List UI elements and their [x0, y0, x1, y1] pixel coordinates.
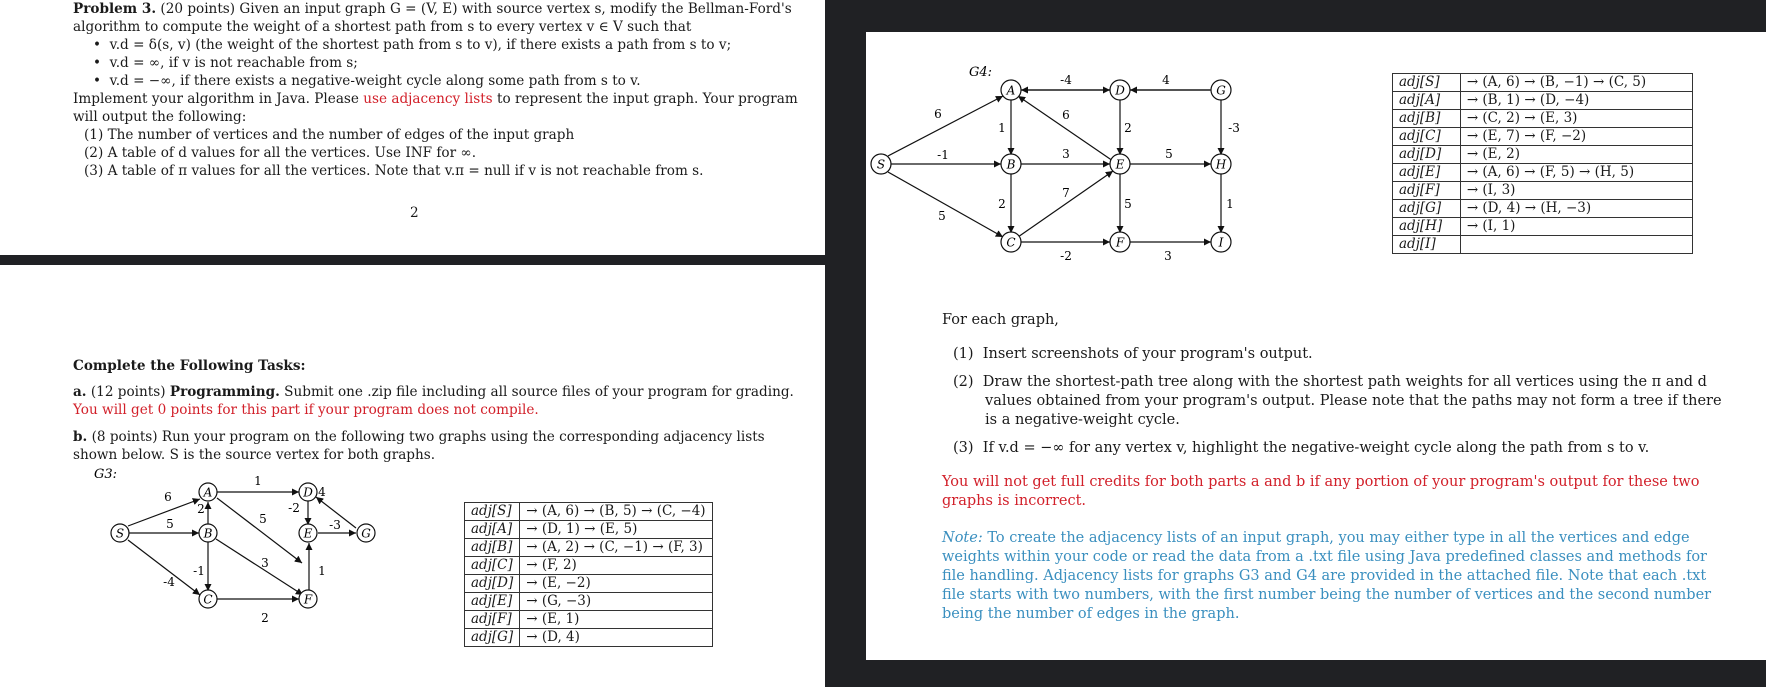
adj-value: → (F, 2) [520, 557, 712, 575]
table-row [1393, 110, 1693, 128]
edge-weight: 5 [938, 209, 946, 223]
edge-weight: 3 [1164, 249, 1172, 263]
table-row [465, 611, 713, 629]
adj-value: → (I, 1) [1460, 218, 1692, 236]
edge-weight: 6 [1062, 108, 1070, 122]
node-label: G [1216, 83, 1226, 98]
table-row [465, 575, 713, 593]
instruction-item [953, 439, 1649, 457]
adj-key: adj[G] [1393, 200, 1461, 218]
table-row [1393, 200, 1693, 218]
credit-warning: graphs is incorrect. [942, 493, 1087, 509]
node-label: B [1006, 157, 1016, 172]
edge-weight: 5 [259, 512, 267, 526]
instruction-text: Draw the shortest-path tree along with the shortest path weights for all vertices using the π and d [982, 374, 1707, 390]
adj-key: adj[A] [465, 521, 520, 539]
node-label: S [115, 526, 125, 541]
bullet-item: • v.d = −∞, if there exists a negative-weight cycle along some path from s to v. [93, 73, 641, 89]
task-b-text: (8 points) Run your program on the following two graphs using the corresponding adjacency lists [91, 429, 765, 445]
adj-key: adj[D] [1393, 146, 1461, 164]
edge-weight: -2 [1060, 249, 1072, 263]
edge-weight: 5 [1165, 147, 1173, 161]
adj-key: adj[E] [1393, 164, 1461, 182]
adj-key: adj[A] [1393, 92, 1461, 110]
bullet-text: v.d = −∞, if there exists a negative-weight cycle along some path from s to v. [109, 73, 641, 89]
table-row [1393, 92, 1693, 110]
page-number: 2 [410, 205, 419, 221]
graph-edge [1018, 171, 1113, 237]
instruction-text: is a negative-weight cycle. [985, 412, 1180, 428]
note-text: file starts with two numbers, with the first number being the number of vertices and the second number [942, 587, 1712, 603]
node-label: B [203, 526, 213, 541]
instructions-intro: For each graph, [942, 312, 1059, 328]
table-row [1393, 182, 1693, 200]
edge-weight: 4 [1162, 73, 1170, 87]
note-text: weights within your code or read the data from a .txt file using Java predefined classes and methods for [942, 549, 1707, 565]
table-row [1393, 164, 1693, 182]
adj-key: adj[H] [1393, 218, 1461, 236]
instruction-item [953, 373, 1707, 391]
g3-adjacency-table [464, 502, 713, 647]
adj-value: → (A, 6) → (B, −1) → (C, 5) [1460, 74, 1692, 92]
edge-weight: 2 [1124, 121, 1132, 135]
edge-weight: -3 [1228, 121, 1240, 135]
table-row [1393, 74, 1693, 92]
edge-weight: 6 [934, 107, 942, 121]
edge-weight: 2 [261, 611, 269, 625]
adj-key: adj[B] [1393, 110, 1461, 128]
adj-key: adj[G] [465, 629, 520, 647]
node-label: G [361, 526, 371, 541]
table-row [465, 521, 713, 539]
table-row [1393, 236, 1693, 254]
node-label: E [1115, 157, 1125, 172]
document-page-3 [866, 32, 1766, 660]
task-b-line-2: shown below. S is the source vertex for both graphs. [73, 447, 436, 463]
node-label: A [203, 485, 213, 500]
table-row [465, 629, 713, 647]
instruction-number: (1) [953, 346, 974, 362]
edge-weight: -3 [329, 518, 341, 532]
note-label: Note: [942, 530, 983, 546]
edge-weight: -4 [163, 575, 175, 589]
node-label: D [1115, 83, 1125, 98]
problem-intro-line-1 [73, 0, 792, 18]
table-row [1393, 146, 1693, 164]
edge-weight: 1 [998, 121, 1006, 135]
node-label: A [1006, 83, 1016, 98]
credit-warning: You will not get full credits for both parts a and b if any portion of your program's output for these two [942, 474, 1700, 490]
adj-value: → (A, 6) → (F, 5) → (H, 5) [1460, 164, 1692, 182]
note-line [942, 529, 1690, 547]
edge-weight: 2 [998, 197, 1006, 211]
instruction-number: (3) [953, 440, 974, 456]
adj-value: → (C, 2) → (E, 3) [1460, 110, 1692, 128]
adj-value: → (D, 1) → (E, 5) [520, 521, 712, 539]
adj-key: adj[B] [465, 539, 520, 557]
instruction-text: If v.d = −∞ for any vertex v, highlight the negative-weight cycle along the path from s to v. [982, 440, 1650, 456]
edge-weight: 1 [254, 474, 262, 488]
problem-title: Problem 3. [73, 1, 157, 17]
edge-weight: -4 [1060, 73, 1072, 87]
document-page-2 [0, 265, 825, 687]
adj-key: adj[S] [465, 503, 520, 521]
impl-text: to represent the input graph. Your program [496, 91, 798, 107]
node-label: S [876, 157, 886, 172]
bullet-item: • v.d = ∞, if v is not reachable from s; [93, 55, 358, 71]
node-label: F [1115, 235, 1125, 250]
edge-weight: 7 [1062, 186, 1070, 200]
instruction-text: Insert screenshots of your program's output. [982, 346, 1313, 362]
edge-weight: 2 [197, 502, 205, 516]
adj-key: adj[C] [465, 557, 520, 575]
adj-key: adj[S] [1393, 74, 1461, 92]
bullet-item: • v.d = δ(s, v) (the weight of the shortest path from s to v), if there exists a path from s to v; [93, 37, 732, 53]
task-a-line [73, 383, 794, 401]
adj-value: → (E, −2) [520, 575, 712, 593]
table-row [465, 593, 713, 611]
adj-value: → (E, 1) [520, 611, 712, 629]
edge-weight: -1 [937, 148, 949, 162]
task-a-text: Submit one .zip file including all source files of your program for grading. [284, 384, 794, 400]
task-a-points: (12 points) [90, 384, 166, 400]
node-label: C [203, 592, 213, 607]
tasks-heading: Complete the Following Tasks: [73, 358, 306, 374]
adj-key: adj[F] [1393, 182, 1461, 200]
problem-intro-line-2: algorithm to compute the weight of a shortest path from s to every vertex v ∈ V such that [73, 19, 692, 35]
edge-weight: -1 [193, 564, 205, 578]
edge-weight: 6 [164, 490, 172, 504]
task-b-label: b. [73, 429, 88, 445]
node-label: H [1215, 157, 1227, 172]
problem-intro-text: Given an input graph G = (V, E) with source vertex s, modify the Bellman-Ford's [239, 1, 792, 17]
task-a-title: Programming. [169, 384, 280, 400]
note-text: being the number of edges in the graph. [942, 606, 1240, 622]
adj-key: adj[I] [1393, 236, 1461, 254]
output-item: (3) A table of π values for all the vertices. Note that v.π = null if v is not reachable from s. [84, 163, 704, 179]
node-label: E [303, 526, 313, 541]
table-row [1393, 128, 1693, 146]
adj-value: → (D, 4) [520, 629, 712, 647]
edge-weight: -2 [288, 501, 300, 515]
node-label: F [303, 592, 313, 607]
adj-value: → (I, 3) [1460, 182, 1692, 200]
node-label: I [1218, 235, 1224, 250]
output-item: (1) The number of vertices and the number of edges of the input graph [84, 127, 575, 143]
adj-key: adj[E] [465, 593, 520, 611]
edge-weight: 1 [318, 564, 326, 578]
graph-g3-diagram [80, 457, 440, 637]
table-row [465, 539, 713, 557]
instruction-text: values obtained from your program's output. Please note that the paths may not form a tree if there [985, 393, 1722, 409]
graph-g4-diagram [866, 54, 1346, 294]
output-item: (2) A table of d values for all the vertices. Use INF for ∞. [84, 145, 477, 161]
edge-weight: 1 [1226, 197, 1234, 211]
adj-key: adj[C] [1393, 128, 1461, 146]
graph-label: G4: [969, 65, 993, 80]
instruction-number: (2) [953, 374, 974, 390]
edge-weight: 5 [166, 517, 174, 531]
adj-value: → (D, 4) → (H, −3) [1460, 200, 1692, 218]
table-row [465, 503, 713, 521]
table-row [1393, 218, 1693, 236]
bullet-text: v.d = δ(s, v) (the weight of the shortest path from s to v), if there exists a path from s to v; [109, 37, 732, 53]
table-row [465, 557, 713, 575]
note-text: To create the adjacency lists of an input graph, you may either type in all the vertices and edge [987, 530, 1690, 546]
node-label: C [1006, 235, 1016, 250]
instruction-item [953, 345, 1313, 363]
adj-value: → (E, 2) [1460, 146, 1692, 164]
graph-label: G3: [94, 467, 118, 482]
adjacency-lists-highlight: use adjacency lists [363, 91, 493, 107]
graph-edge [888, 96, 1003, 156]
graph-edge [888, 172, 1003, 237]
adj-value: → (G, −3) [520, 593, 712, 611]
edge-weight: 3 [1062, 147, 1070, 161]
node-label: D [303, 485, 313, 500]
task-a-warning: You will get 0 points for this part if your program does not compile. [73, 402, 539, 418]
adj-value: → (A, 2) → (C, −1) → (F, 3) [520, 539, 712, 557]
bullet-text: v.d = ∞, if v is not reachable from s; [109, 55, 358, 71]
adj-value: → (E, 7) → (F, −2) [1460, 128, 1692, 146]
edge-weight: 3 [261, 556, 269, 570]
implementation-line [73, 90, 798, 108]
adj-value [1460, 236, 1692, 254]
impl-text: Implement your algorithm in Java. Please [73, 91, 359, 107]
adj-value: → (A, 6) → (B, 5) → (C, −4) [520, 503, 712, 521]
edge-weight: 4 [318, 485, 326, 499]
problem-points: (20 points) [160, 1, 236, 17]
edge-weight: 5 [1124, 197, 1132, 211]
implementation-line-2: will output the following: [73, 109, 247, 125]
task-b-line [73, 428, 765, 446]
task-a-label: a. [73, 384, 87, 400]
adj-value: → (B, 1) → (D, −4) [1460, 92, 1692, 110]
adj-key: adj[F] [465, 611, 520, 629]
adj-key: adj[D] [465, 575, 520, 593]
document-page-1 [0, 0, 825, 255]
graph-edge [216, 539, 303, 595]
note-text: file handling. Adjacency lists for graphs G3 and G4 are provided in the attached file. Note that each .txt [942, 568, 1707, 584]
g4-adjacency-table [1392, 73, 1693, 254]
